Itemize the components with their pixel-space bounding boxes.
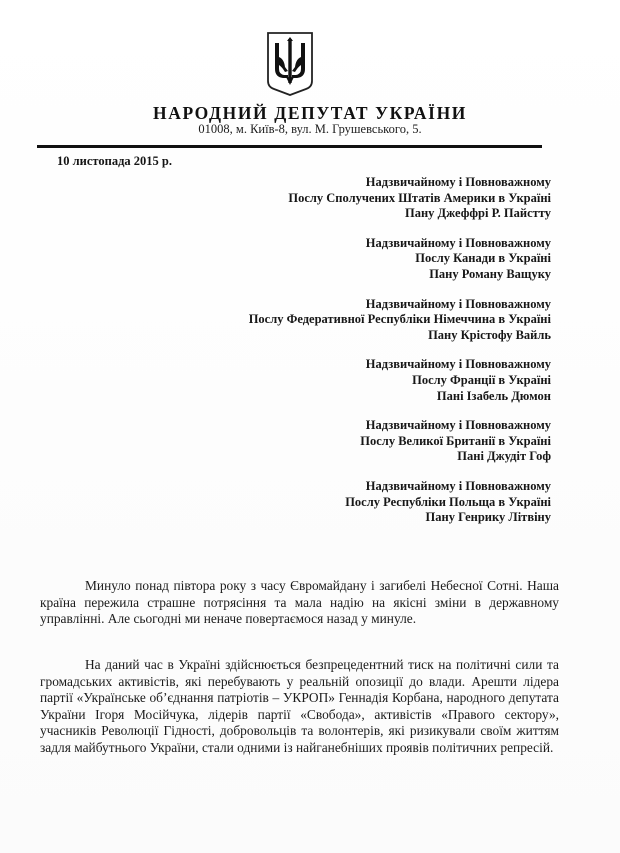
addressee-canada: [131, 236, 551, 283]
letterhead-address: 01008, м. Київ-8, вул. М. Грушевського, 5.: [198, 122, 422, 136]
body-paragraph: На даний час в Україні здійснюється безпрецедентний тиск на політичні сили та громадських активістів, які перебувають у реальній опозиції до влади. Арешти лідера партії «Українське об’єднання патріотів – УКРОП» Геннадія Корбана, народного депутата України Ігоря Мосійчука, лідерів партії «Свобода», активістів «Правого сектору», учасників Революції Гідності, добровольців та волонтерів, які ризикували своїм життям задля майбутнього України, стали одними із найганебніших проявів політичних репресій.: [40, 657, 559, 755]
addressee-name: Пану Крістофу Вайль: [428, 327, 551, 342]
addressee-name: Пану Джеффрі Р. Пайстту: [404, 206, 551, 221]
addressee-name: Пану Генрику Літвіну: [425, 510, 551, 525]
addressee-france: [131, 357, 551, 404]
addressee-list: [131, 175, 551, 540]
addressee-name: Пані Ізабель Дюмон: [436, 388, 551, 403]
body-paragraph: Минуло понад півтора року з часу Євромайдану і загибелі Небесної Сотні. Наша країна пережила страшне потрясіння та мала надію на якісні зміни в державному управлінні. Але сьогодні ми неначе повертаємося назад у минуле.: [40, 578, 559, 626]
ukraine-trident-emblem-icon: [266, 31, 314, 97]
addressee-name: Пані Джудіт Гоф: [457, 449, 551, 464]
addressee-title: Надзвичайному і Повноважному: [365, 418, 551, 433]
addressee-usa: [131, 175, 551, 222]
addressee-position: Послу Сполучених Штатів Америки в Україні: [288, 190, 551, 205]
addressee-title: Надзвичайному і Повноважному: [365, 175, 551, 189]
addressee-poland: [131, 479, 551, 526]
addressee-position: Послу Федеративної Республіки Німеччина в Україні: [248, 312, 551, 327]
addressee-position: Послу Франції в Україні: [412, 372, 551, 387]
addressee-uk: [131, 418, 551, 465]
letterhead-divider: [37, 145, 542, 148]
addressee-title: Надзвичайному і Повноважному: [365, 296, 551, 311]
addressee-position: Послу Канади в Україні: [415, 251, 551, 266]
body-paragraph-1-container: [40, 578, 559, 628]
addressee-germany: [131, 297, 551, 344]
letter-date: 10 листопада 2015 р.: [57, 154, 172, 168]
addressee-position: Послу Великої Британії в Україні: [360, 433, 551, 448]
addressee-title: Надзвичайному і Повноважному: [365, 235, 551, 250]
addressee-name: Пану Роману Ващуку: [429, 266, 551, 281]
letterhead-title: НАРОДНИЙ ДЕПУТАТ УКРАЇНИ: [153, 103, 467, 123]
addressee-title: Надзвичайному і Повноважному: [365, 357, 551, 372]
addressee-title: Надзвичайному і Повноважному: [365, 478, 551, 493]
body-paragraph-2-container: [40, 657, 559, 756]
addressee-position: Послу Республіки Польща в Україні: [345, 494, 551, 509]
